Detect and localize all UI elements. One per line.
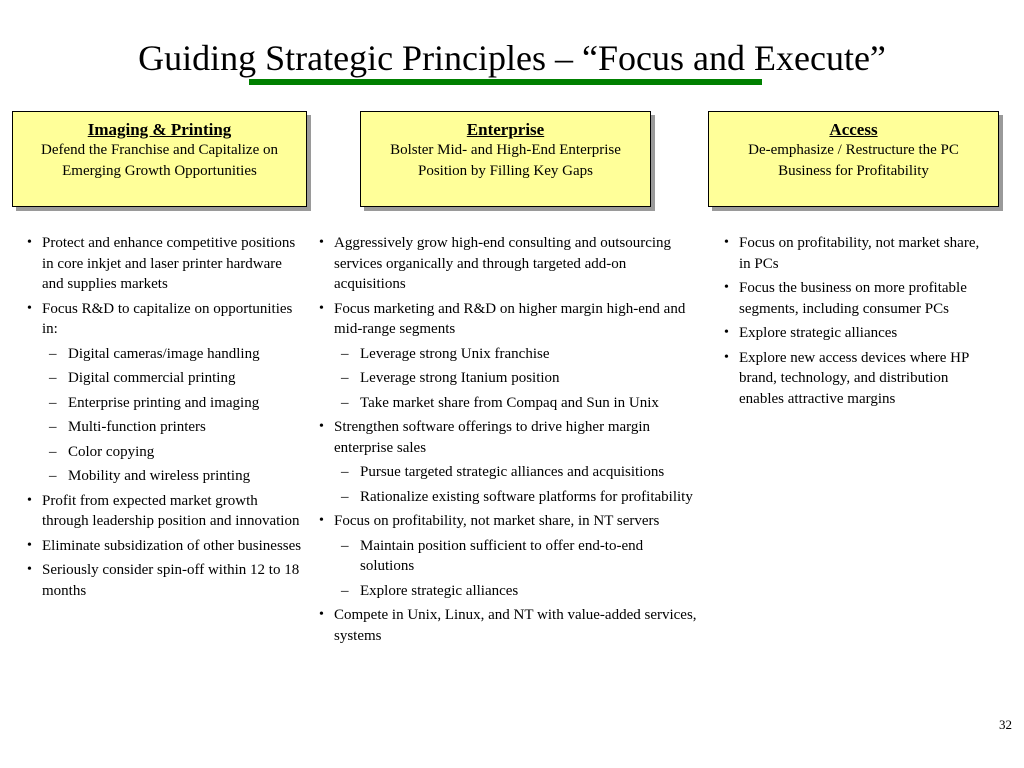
bullet-item: • Focus the business on more profitable segments, including consumer PCs (721, 278, 991, 319)
sub-bullet-item: – Digital cameras/image handling (42, 344, 302, 365)
bullet-item: • Eliminate subsidization of other businesses (24, 536, 302, 557)
bullet-item: • Focus R&D to capitalize on opportunities in: (24, 299, 302, 340)
bullet-item: • Compete in Unix, Linux, and NT with value-added services, systems (316, 605, 700, 646)
column-enterprise (316, 233, 700, 650)
bullet-item: • Explore new access devices where HP brand, technology, and distribution enables attractive margins (721, 348, 991, 410)
sub-bullet-item: – Multi-function printers (42, 417, 302, 438)
bullet-item: • Seriously consider spin-off within 12 to 18 months (24, 560, 302, 601)
box-heading: Imaging & Printing (87, 120, 232, 139)
sub-bullet-item: – Explore strategic alliances (334, 581, 700, 602)
sub-bullet-item: – Leverage strong Unix franchise (334, 344, 700, 365)
box-imaging-printing (12, 111, 307, 207)
bullet-item: • Focus marketing and R&D on higher margin high-end and mid-range segments (316, 299, 700, 340)
sub-bullet-item: – Color copying (42, 442, 302, 463)
box-subtitle-line1: Defend the Franchise and Capitalize on (41, 142, 278, 158)
box-subtitle-line1: De-emphasize / Restructure the PC (748, 142, 959, 158)
page-number: 32 (999, 717, 1012, 732)
bullet-item: • Profit from expected market growth through leadership position and innovation (24, 491, 302, 532)
title-underline (249, 79, 762, 85)
sub-bullet-item: – Leverage strong Itanium position (334, 368, 700, 389)
sub-bullet-item: – Rationalize existing software platforms for profitability (334, 487, 700, 508)
sub-bullet-item: – Enterprise printing and imaging (42, 393, 302, 414)
column-imaging-printing (24, 233, 302, 605)
sub-bullet-item: – Digital commercial printing (42, 368, 302, 389)
box-subtitle-line2: Position by Filling Key Gaps (417, 163, 593, 179)
box-subtitle-line1: Bolster Mid- and High-End Enterprise (390, 142, 621, 158)
box-enterprise (360, 111, 651, 207)
sub-bullet-item: – Mobility and wireless printing (42, 466, 302, 487)
box-access (708, 111, 999, 207)
sub-bullet-item: – Maintain position sufficient to offer end-to-end solutions (334, 536, 700, 577)
column-access (721, 233, 991, 413)
box-subtitle-line2: Business for Profitability (778, 163, 929, 179)
bullet-item: • Focus on profitability, not market share, in NT servers (316, 511, 700, 532)
box-heading: Enterprise (466, 120, 545, 139)
sub-bullet-item: – Take market share from Compaq and Sun in Unix (334, 393, 700, 414)
bullet-item: • Explore strategic alliances (721, 323, 991, 344)
bullet-item: • Strengthen software offerings to drive higher margin enterprise sales (316, 417, 700, 458)
box-heading: Access (829, 120, 878, 139)
bullet-item: • Focus on profitability, not market share, in PCs (721, 233, 991, 274)
bullet-item: • Protect and enhance competitive positions in core inkjet and laser printer hardware and supplies markets (24, 233, 302, 295)
sub-bullet-item: – Pursue targeted strategic alliances and acquisitions (334, 462, 700, 483)
box-subtitle-line2: Emerging Growth Opportunities (62, 163, 257, 179)
bullet-item: • Aggressively grow high-end consulting and outsourcing services organically and through targeted add-on acquisitions (316, 233, 700, 295)
slide-title: Guiding Strategic Principles – “Focus and Execute” (138, 38, 886, 78)
